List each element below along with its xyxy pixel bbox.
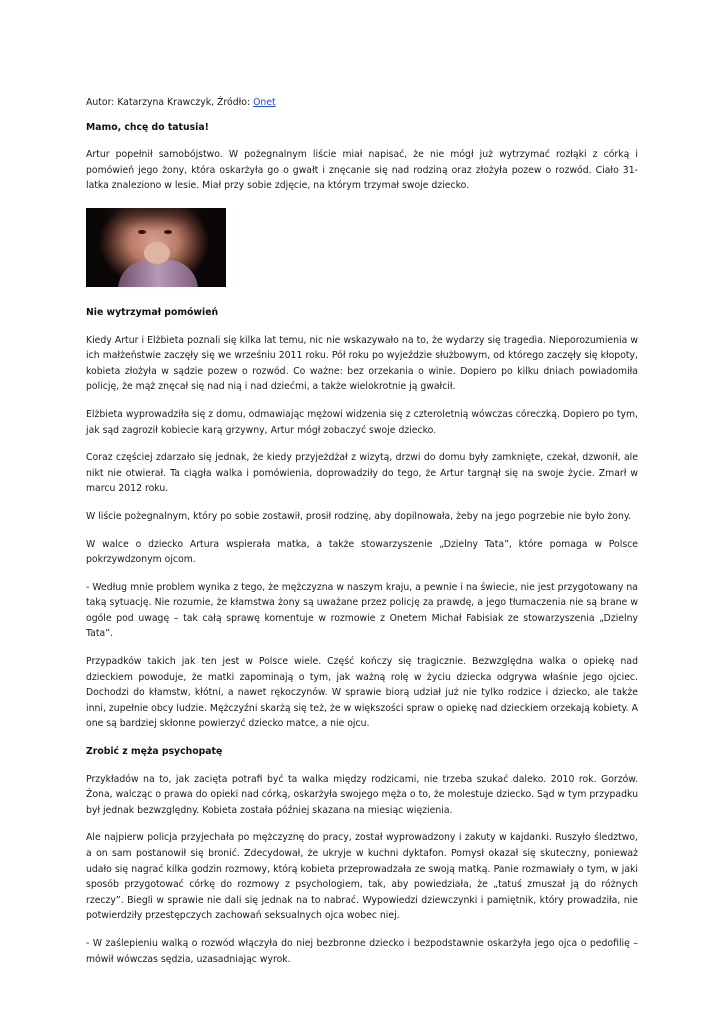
paragraph: - W zaślepieniu walką o rozwód włączyła do niej bezbronne dziecko i bezpodstawnie oskarżyła jego ojca o pedofilię – mówił wówczas sędzia, uzasadniając wyrok. bbox=[86, 937, 638, 965]
source-link[interactable]: Onet bbox=[253, 97, 276, 108]
paragraph: Przypadków takich jak ten jest w Polsce wiele. Część kończy się tragicznie. Bezwzględna walka o opiekę nad dzieckiem powoduje, że matki zapominają o tym, jak ważną rolę w życiu dziecka odgrywa właśnie jego ojciec. Dochodzi do kłamstw, kłótni, a nawet rękoczynów. W sprawie biorą udział już nie tylko rodzice i dziecko, ale także inni, zupełnie obcy ludzie. Mężczyźni skarżą się też, że w większości spraw o opiekę nad dzieckiem orzekają kobiety. A one są bardziej skłonne powierzyć dziecko matce, a nie ojcu. bbox=[86, 656, 638, 730]
author-line bbox=[86, 95, 638, 111]
section-heading: Zrobić z męża psychopatę bbox=[86, 746, 223, 758]
section-heading: Nie wytrzymał pomówień bbox=[86, 306, 219, 318]
article-title: Mamo, chcę do tatusia! bbox=[86, 121, 209, 133]
paragraph: - Według mnie problem wynika z tego, że mężczyzna w naszym kraju, a pewnie i na świecie, nie jest przygotowany na taką sytuację. Nie rozumie, że kłamstwa żony są uważane przez policję za prawdę, a jego tłumaczenia nie są brane w ogóle pod uwagę – tak całą sprawę komentuje w rozmowie z Onetem Michał Fabisiak ze stowarzyszenia „Dzielny Tata”. bbox=[86, 581, 638, 640]
paragraph: W liście pożegnalnym, który po sobie zostawił, prosił rodzinę, aby dopilnowała, żeby na jego pogrzebie nie było żony. bbox=[86, 510, 631, 522]
child-photo bbox=[86, 208, 226, 287]
paragraph: Kiedy Artur i Elżbieta poznali się kilka lat temu, nic nie wskazywało na to, że wydarzy się tragedia. Nieporozumienia w ich małżeństwie zaczęły się we wrześniu 2011 roku. Pół roku po wyjeździe służbowym, od którego zaczęły się kłopoty, kobieta złożyła w sądzie pozew o rozwód. Co ważne: bez orzekania o winie. Dopiero po kilku dniach powiadomiła policję, że mąż znęcał się nad nią i nad dziećmi, a także wielokrotnie ją gwałcił. bbox=[86, 334, 638, 393]
paragraph: W walce o dziecko Artura wspierała matka, a także stowarzyszenie „Dzielny Tata”, które pomaga w Polsce pokrzywdzonym ojcom. bbox=[86, 538, 638, 566]
article bbox=[86, 95, 638, 979]
paragraph: Ale najpierw policja przyjechała po mężczyznę do pracy, został wyprowadzony i zakuty w kajdanki. Ruszyło śledztwo, a on sam postanowił się bronić. Zdecydował, że ukryje w kuchni dyktafon. Pomysł okazał się skuteczny, ponieważ udało się nagrać kilka godzin rozmowy, którą kobieta przeprowadzała ze swoją matką. Panie rozmawiały o tym, w jaki sposób przygotować córkę do rozmowy z psychologiem, tak, aby powiedziała, że „tatuś zmuszał ją do różnych rzeczy”. Biegli w sprawie nie dali się jednak na to nabrać. Wypowiedzi dziewczynki i pamiętnik, który prowadziła, nie potwierdziły przestępczych zachowań seksualnych ojca wobec niej. bbox=[86, 832, 638, 922]
paragraph: Coraz częściej zdarzało się jednak, że kiedy przyjeżdżał z wizytą, drzwi do domu były zamknięte, czekał, dzwonił, ale nikt nie otwierał. Ta ciągła walka i pomówienia, doprowadziły do tego, że Artur targnął się na swoje życie. Zmarł w marcu 2012 roku. bbox=[86, 452, 638, 495]
paragraph: Elżbieta wyprowadziła się z domu, odmawiając mężowi widzenia się z czteroletnią wówczas córeczką. Dopiero po tym, jak sąd zagroził kobiecie karą grzywny, Artur mógł zobaczyć swoje dziecko. bbox=[86, 408, 638, 436]
intro-paragraph: Artur popełnił samobójstwo. W pożegnalnym liście miał napisać, że nie mógł już wytrzymać rozłąki z córką i pomówień jego żony, która oskarżyła go o gwałt i znęcanie się nad rodziną oraz złożyła pozew o rozwód. Ciało 31-latka znaleziono w lesie. Miał przy sobie zdjęcie, na którym trzymał swoje dziecko. bbox=[86, 149, 638, 192]
paragraph: Przykładów na to, jak zacięta potrafi być ta walka między rodzicami, nie trzeba szukać daleko. 2010 rok. Gorzów. Żona, walcząc o prawa do opieki nad córką, oskarżyła swojego męża o to, że molestuje dziecko. Sąd w tym przypadku był jednak bezwzględny. Kobieta została później skazana na miesiąc więzienia. bbox=[86, 773, 638, 816]
author-text: Autor: Katarzyna Krawczyk, Źródło: bbox=[86, 97, 254, 108]
